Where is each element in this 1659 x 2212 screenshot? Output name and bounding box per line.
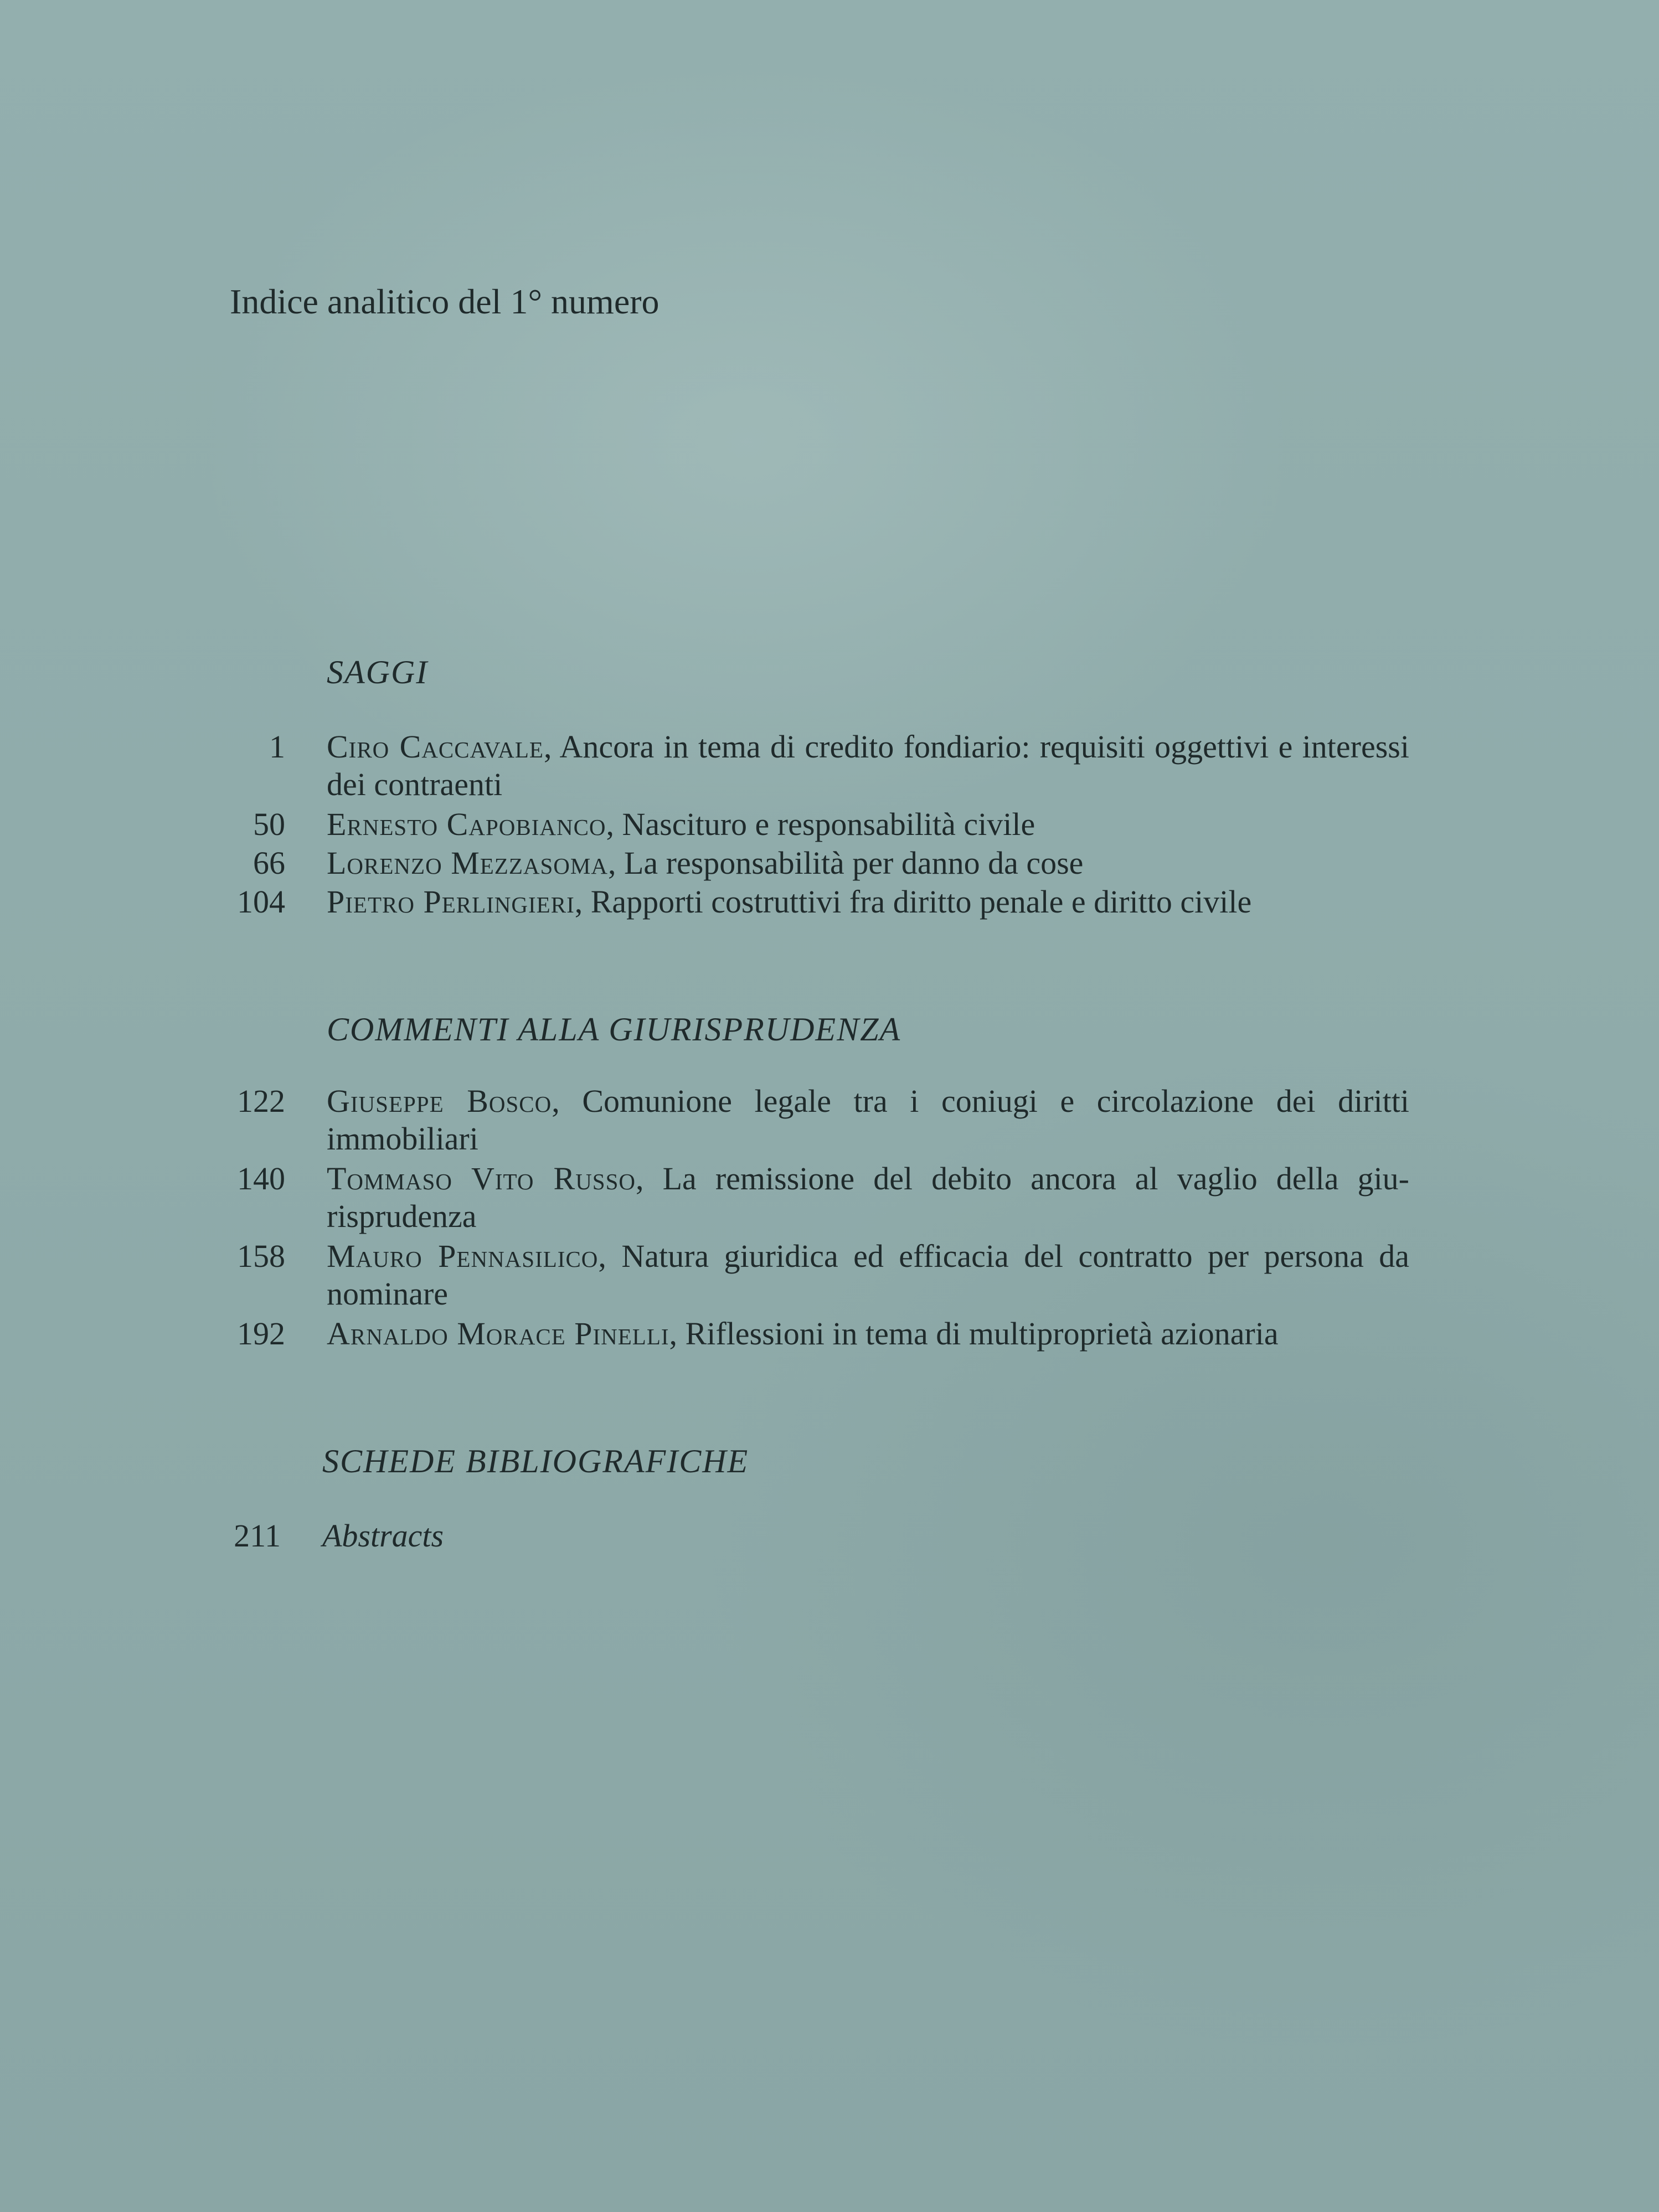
separator: , (543, 729, 560, 765)
entry-title: La responsabilità per danno da cose (624, 845, 1084, 881)
separator: , (607, 845, 624, 881)
separator: , (606, 806, 622, 842)
page-number: 66 (253, 845, 285, 881)
page-number: 192 (237, 1316, 285, 1352)
page-title: Indice analitico del 1° numero (230, 282, 660, 321)
entry-text (327, 1238, 1409, 1313)
author-name: Ciro Caccavale (327, 729, 544, 765)
entry-title: Natura giuridica ed efficacia del contratto per persona da nominare (327, 1238, 1410, 1312)
entry-title: Ancora in tema di credito fondiario: requisiti oggettivi e interessi dei contraenti (327, 729, 1409, 802)
entry-text (322, 1517, 1405, 1555)
page-number: 211 (234, 1518, 281, 1554)
separator: , (636, 1161, 663, 1197)
section-heading: SAGGI (327, 654, 429, 690)
entry-text (327, 1315, 1409, 1353)
separator: , (574, 884, 591, 920)
entry-title: Riflessioni in tema di multiproprietà azionaria (685, 1316, 1279, 1352)
entry-text (327, 1160, 1409, 1235)
section-heading: COMMENTI ALLA GIURISPRUDENZA (327, 1011, 901, 1048)
entry-title: Nascituro e responsabilità civile (622, 806, 1035, 842)
author-name: Ernesto Capobianco (327, 806, 606, 842)
author-name: Giuseppe Bosco (327, 1083, 552, 1119)
separator: , (552, 1083, 583, 1119)
page-number: 50 (253, 806, 285, 842)
entry-text (327, 844, 1409, 882)
entry-text (327, 806, 1409, 843)
entry-text (327, 1082, 1409, 1158)
section-heading: SCHEDE BIBLIOGRAFICHE (322, 1443, 749, 1479)
separator: , (598, 1238, 622, 1274)
page-number: 1 (269, 729, 285, 765)
entry-title: Comunione legale tra i coniugi e circolazione dei diritti immobiliari (327, 1083, 1410, 1157)
page-number: 140 (237, 1161, 285, 1197)
entry-text (327, 728, 1409, 803)
page-number: 158 (237, 1238, 285, 1274)
page-number: 122 (237, 1083, 285, 1119)
separator: , (669, 1316, 686, 1352)
author-name: Pietro Perlingieri (327, 884, 575, 920)
page-number: 104 (237, 884, 285, 920)
entry-title: La remissione del debito ancora al vaglio della giu-risprudenza (327, 1161, 1409, 1234)
entry-title: Abstracts (322, 1518, 444, 1554)
author-name: Lorenzo Mezzasoma (327, 845, 608, 881)
author-name: Mauro Pennasilico (327, 1238, 599, 1274)
entry-text (327, 883, 1409, 921)
author-name: Tommaso Vito Russo (327, 1161, 636, 1197)
author-name: Arnaldo Morace Pinelli (327, 1316, 669, 1352)
entry-title: Rapporti costruttivi fra diritto penale e diritto civile (590, 884, 1252, 920)
